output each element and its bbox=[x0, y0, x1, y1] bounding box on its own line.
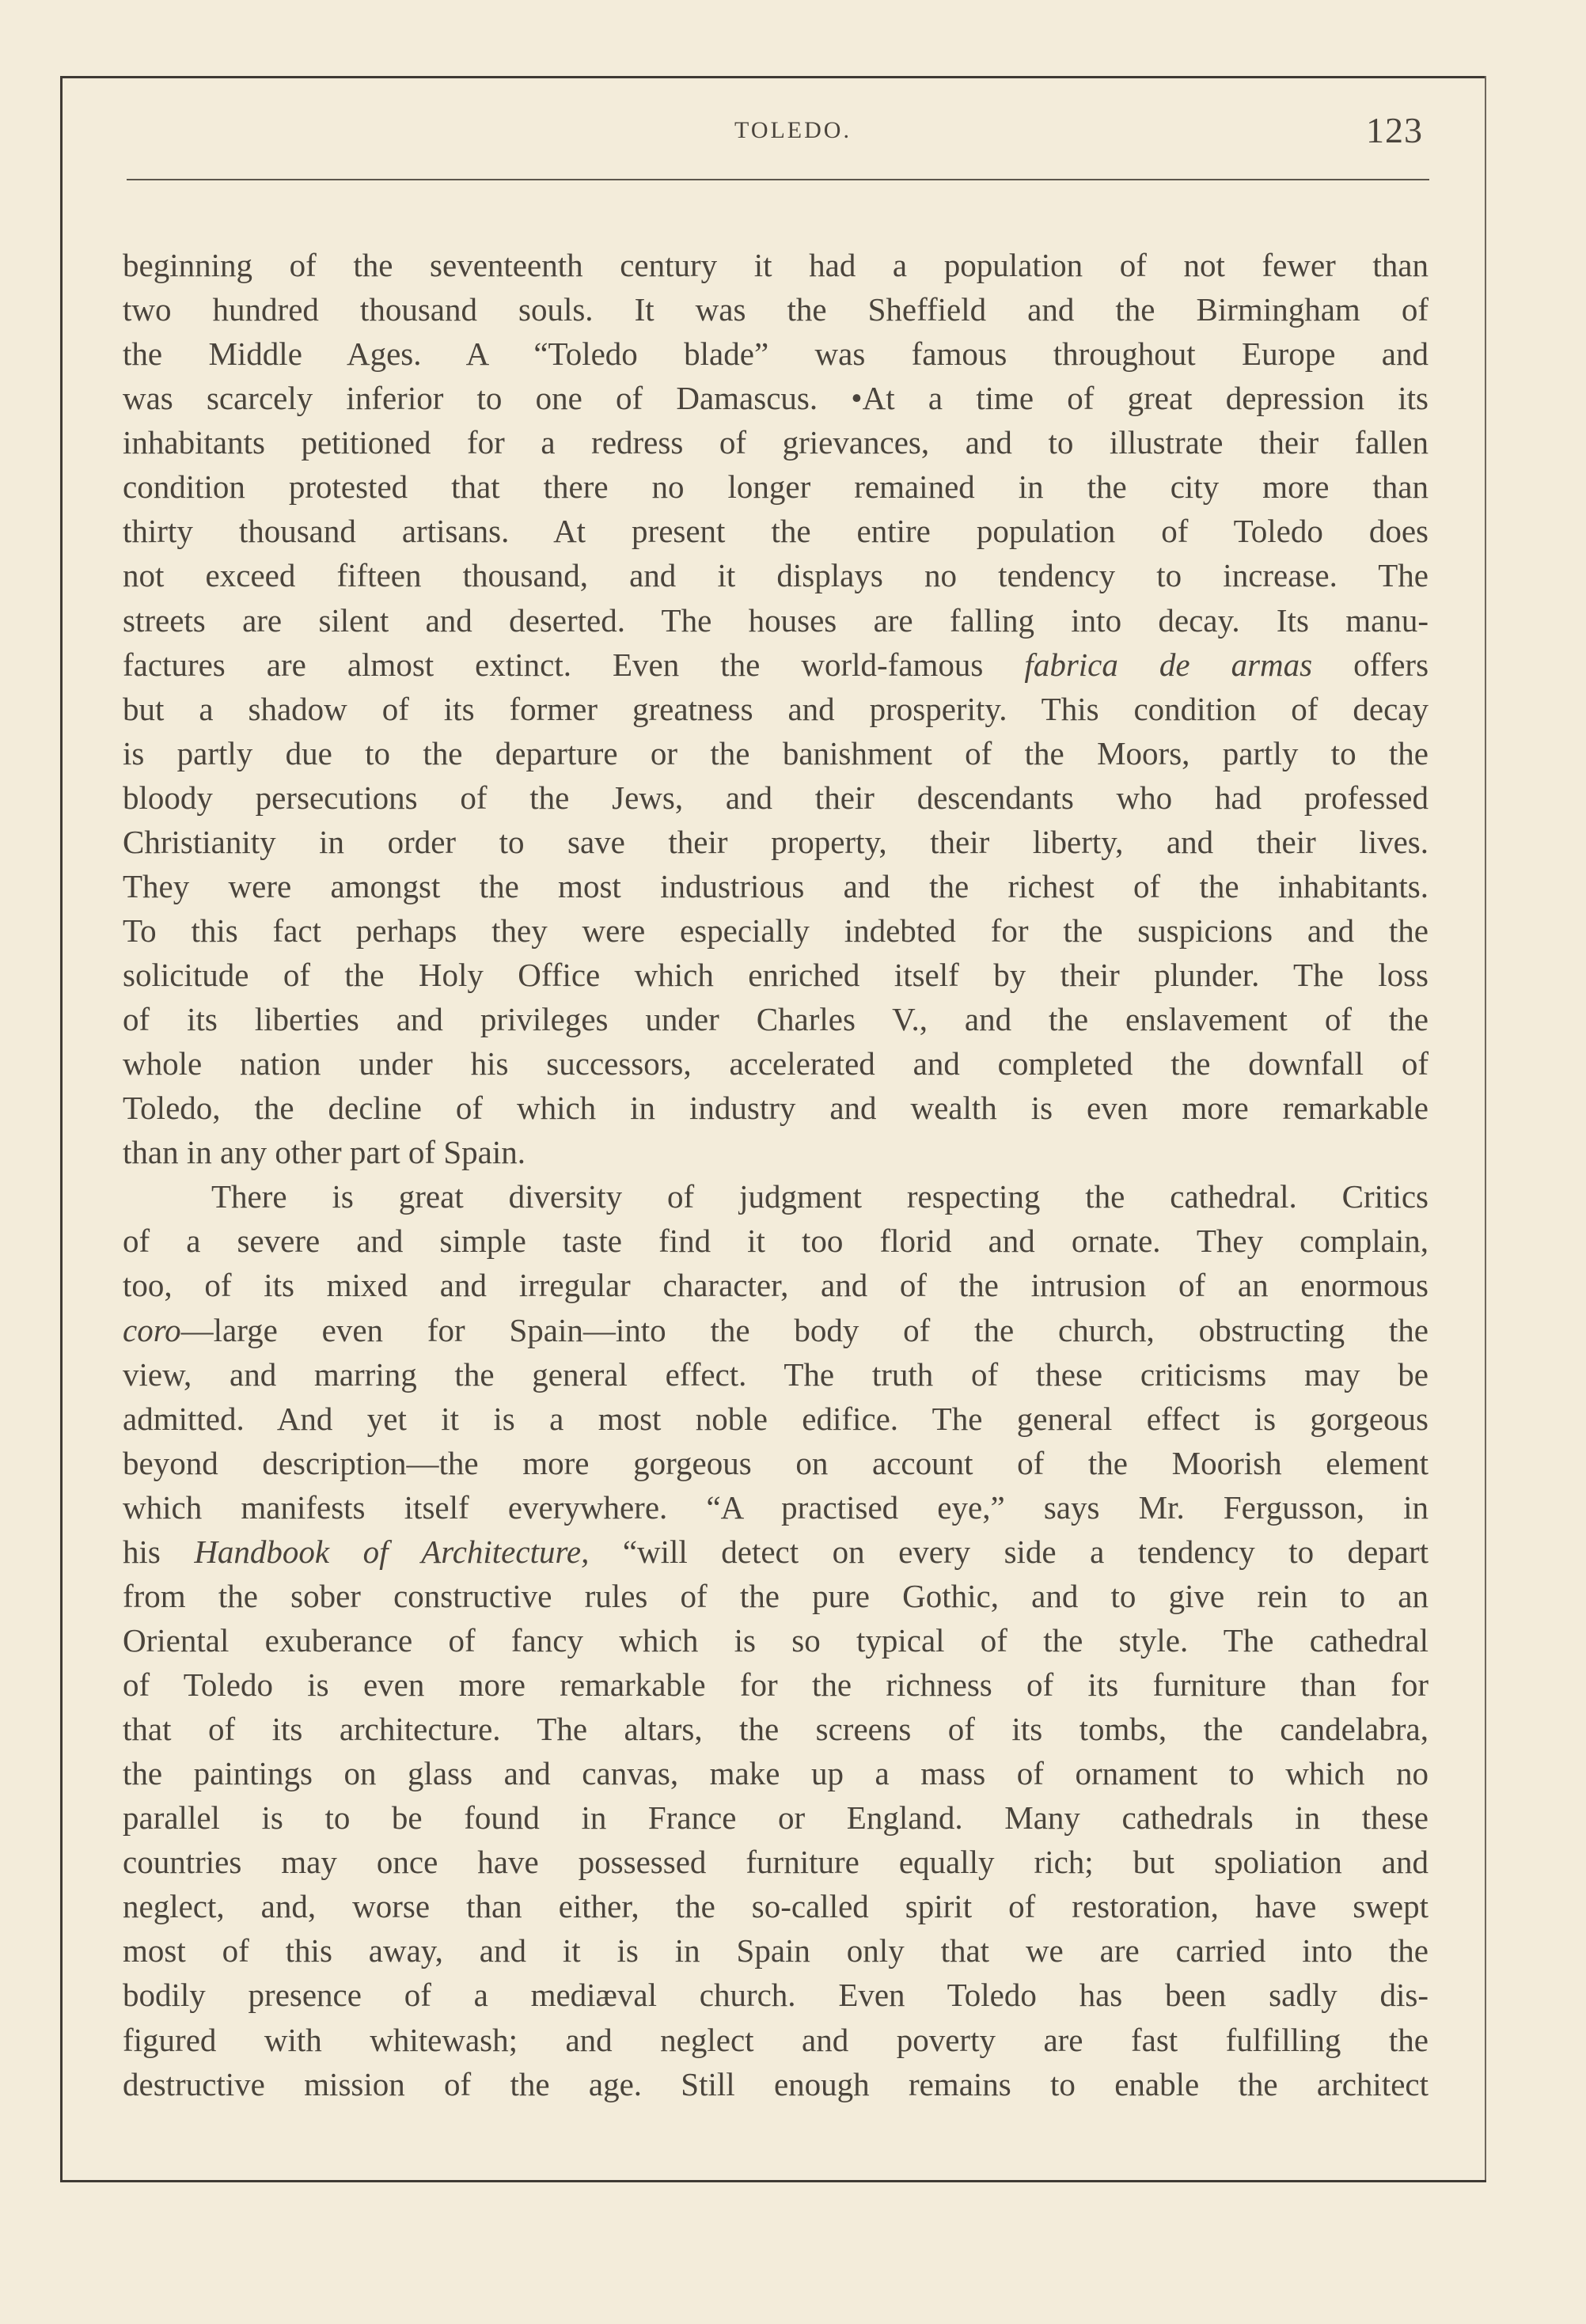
italic-book-title: Handbook of Architecture, bbox=[194, 1533, 590, 1570]
text-line: the paintings on glass and canvas, make up a mass of ornament to which no bbox=[123, 1755, 1429, 1792]
text-line: Oriental exuberance of fancy which is so typical of the style. The cathedral bbox=[123, 1621, 1429, 1659]
text-line: view, and marring the general effect. The truth of these criticisms may be bbox=[123, 1355, 1429, 1393]
text-line: Toledo, the decline of which in industry and wealth is even more remarkable bbox=[123, 1090, 1429, 1127]
text-line bbox=[123, 643, 1429, 687]
text-line: neglect, and, worse than either, the so-called spirit of restoration, have swept bbox=[123, 1888, 1429, 1925]
text-line: thirty thousand artisans. At present the entire population of Toledo does bbox=[123, 513, 1429, 550]
text-line: the Middle Ages. A “Toledo blade” was famous throughout Europe and bbox=[123, 336, 1429, 373]
text-line: which manifests itself everywhere. “A practised eye,” says Mr. Fergusson, in bbox=[123, 1488, 1429, 1526]
text-line: beginning of the seventeenth century it had a population of not fewer than bbox=[123, 247, 1429, 283]
text-line: most of this away, and it is in Spain only that we are carried into the bbox=[123, 1932, 1429, 1970]
text-segment: factures are almost extinct. Even the world-famous bbox=[123, 646, 984, 683]
text-line: parallel is to be found in France or England. Many cathedrals in these bbox=[123, 1799, 1429, 1837]
text-line: solicitude of the Holy Office which enriched itself by their plunder. The loss bbox=[123, 957, 1429, 993]
text-line: whole nation under his successors, accelerated and completed the downfall of bbox=[123, 1045, 1429, 1082]
text-line: inhabitants petitioned for a redress of grievances, and to illustrate their fallen bbox=[123, 424, 1429, 461]
text-line: figured with whitewash; and neglect and poverty are fast fulfilling the bbox=[123, 2021, 1429, 2058]
text-line: that of its architecture. The altars, the screens of its tombs, the candelabra, bbox=[123, 1711, 1429, 1748]
frame-right-rule bbox=[1485, 76, 1486, 2181]
text-line: condition protested that there no longer remained in the city more than bbox=[123, 468, 1429, 506]
text-line: not exceed fifteen thousand, and it displays no tendency to increase. The bbox=[123, 557, 1429, 594]
page-number: 123 bbox=[1366, 110, 1423, 150]
text-line: two hundred thousand souls. It was the Sheffield and the Birmingham of bbox=[123, 291, 1429, 328]
text-line: They were amongst the most industrious and the richest of the inhabitants. bbox=[123, 867, 1429, 904]
text-line bbox=[123, 1530, 1429, 1574]
frame-bottom-rule bbox=[60, 2180, 1486, 2182]
text-line: bloody persecutions of the Jews, and their descendants who had professed bbox=[123, 779, 1429, 816]
text-segment: “will detect on every side a tendency to depart bbox=[622, 1533, 1429, 1570]
italic-term: coro bbox=[123, 1311, 181, 1348]
text-line: than in any other part of Spain. bbox=[123, 1134, 526, 1171]
text-line: of a severe and simple taste find it too florid and ornate. They complain, bbox=[123, 1223, 1429, 1260]
text-line: streets are silent and deserted. The houses are falling into decay. Its manu- bbox=[123, 601, 1429, 639]
header-rule bbox=[127, 179, 1429, 180]
text-line: of Toledo is even more remarkable for the richness of its furniture than for bbox=[123, 1666, 1429, 1703]
text-line: but a shadow of its former greatness and prosperity. This condition of decay bbox=[123, 690, 1429, 727]
running-head: TOLEDO. bbox=[734, 117, 852, 143]
text-segment: his bbox=[123, 1533, 161, 1570]
text-segment: —large even for Spain—into the body of the church, obstructing the bbox=[180, 1311, 1429, 1348]
text-line: is partly due to the departure or the banishment of the Moors, partly to the bbox=[123, 734, 1429, 772]
text-segment: offers bbox=[1353, 646, 1429, 683]
frame-left-rule bbox=[60, 76, 63, 2181]
text-line: destructive mission of the age. Still enough remains to enable the architect bbox=[123, 2065, 1429, 2102]
text-line: admitted. And yet it is a most noble edifice. The general effect is gorgeous bbox=[123, 1400, 1429, 1437]
text-line: To this fact perhaps they were especially indebted for the suspicions and the bbox=[123, 912, 1429, 949]
text-line: too, of its mixed and irregular character, and of the intrusion of an enormous bbox=[123, 1267, 1429, 1304]
text-line: was scarcely inferior to one of Damascus. •At a time of great depression its bbox=[123, 380, 1429, 417]
text-line: bodily presence of a mediæval church. Even Toledo has been sadly dis- bbox=[123, 1977, 1429, 2014]
text-line bbox=[123, 1308, 1429, 1352]
text-line: beyond description—the more gorgeous on account of the Moorish element bbox=[123, 1444, 1429, 1481]
text-line: Christianity in order to save their property, their liberty, and their lives. bbox=[123, 823, 1429, 860]
italic-term: fabrica de armas bbox=[1024, 646, 1313, 683]
frame-top-rule bbox=[60, 76, 1486, 78]
text-line: of its liberties and privileges under Charles V., and the enslavement of the bbox=[123, 1001, 1429, 1038]
body-text bbox=[123, 243, 1429, 2106]
text-line: from the sober constructive rules of the pure Gothic, and to give rein to an bbox=[123, 1577, 1429, 1614]
text-line: countries may once have possessed furniture equally rich; but spoliation and bbox=[123, 1844, 1429, 1881]
text-line: There is great diversity of judgment respecting the cathedral. Critics bbox=[211, 1178, 1429, 1215]
